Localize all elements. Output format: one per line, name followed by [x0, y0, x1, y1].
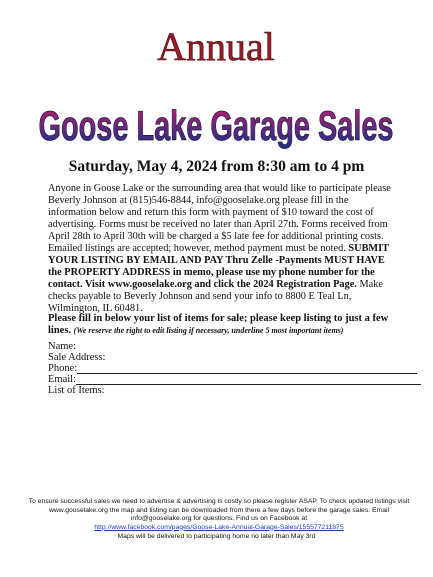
maps-note: Maps will be delivered to participating home no later than May 3rd — [117, 533, 316, 540]
items-field[interactable] — [48, 385, 105, 396]
address-label: Sale Address: — [48, 352, 106, 363]
title-main: Goose Lake Garage Sales — [38, 102, 394, 149]
phone-line[interactable] — [77, 364, 417, 374]
email-label: Email: — [48, 374, 76, 385]
email-field[interactable] — [48, 374, 421, 385]
footer-text: To ensure successful sales we need to advertise & advertising is costly so please register ASAP. To check updated listings visit www.gooselake.org the map and listing can be downloaded from there a few days before the garage sales. Email info@gooselake.org for questions. Find us on Facebook at — [28, 498, 410, 522]
intro-bold: SUBMIT YOUR LISTING BY EMAIL AND PAY Thru Zelle -Payments MUST HAVE the PROPERTY ADDRESS in memo, please use my phone number for the contact. Visit www.gooselake.org and click the 2024 Registration Page. — [48, 243, 389, 290]
phone-label: Phone: — [48, 363, 78, 374]
intro-text-1: Anyone in Goose Lake or the surrounding area that would like to participate please Beverly Johnson at (815)546-8844, info@gooselake.org please fill in the information below and return this form with payment of $10 toward the cost of advertising. Forms must be received no later than April 27th. Forms received from April 28th to April 30th will be charged a $5 late fee for additional printing costs. Emailed listings are accepted; however, method payment must be noted. — [48, 183, 391, 254]
event-date: Saturday, May 4, 2024 from 8:30 am to 4 pm — [68, 158, 365, 175]
footer-note — [20, 498, 418, 532]
intro-text-2: Make checks payable to Beverly Johnson and send your info to 8800 E Teal Ln, Wilmington, IL 60481. — [48, 279, 383, 314]
email-line[interactable] — [76, 375, 421, 385]
facebook-link[interactable]: http://www.facebook.com/pages/Goose-Lake-Annual-Garage-Sales/155577211875 — [94, 523, 344, 531]
name-label: Name: — [48, 341, 76, 352]
phone-field[interactable] — [48, 363, 417, 374]
instructions-note: (We reserve the right to edit listing if necessary, underline 5 most important items) — [73, 326, 344, 335]
listing-instructions — [48, 313, 398, 337]
intro-paragraph — [48, 183, 396, 315]
title-annual: Annual — [157, 24, 275, 69]
title-banner — [0, 0, 433, 150]
items-label: List of Items: — [48, 385, 105, 396]
name-field[interactable] — [48, 341, 76, 352]
address-field[interactable] — [48, 352, 105, 363]
instructions-main: Please fill in below your list of items for sale; please keep listing to just a few lines. — [48, 313, 389, 336]
